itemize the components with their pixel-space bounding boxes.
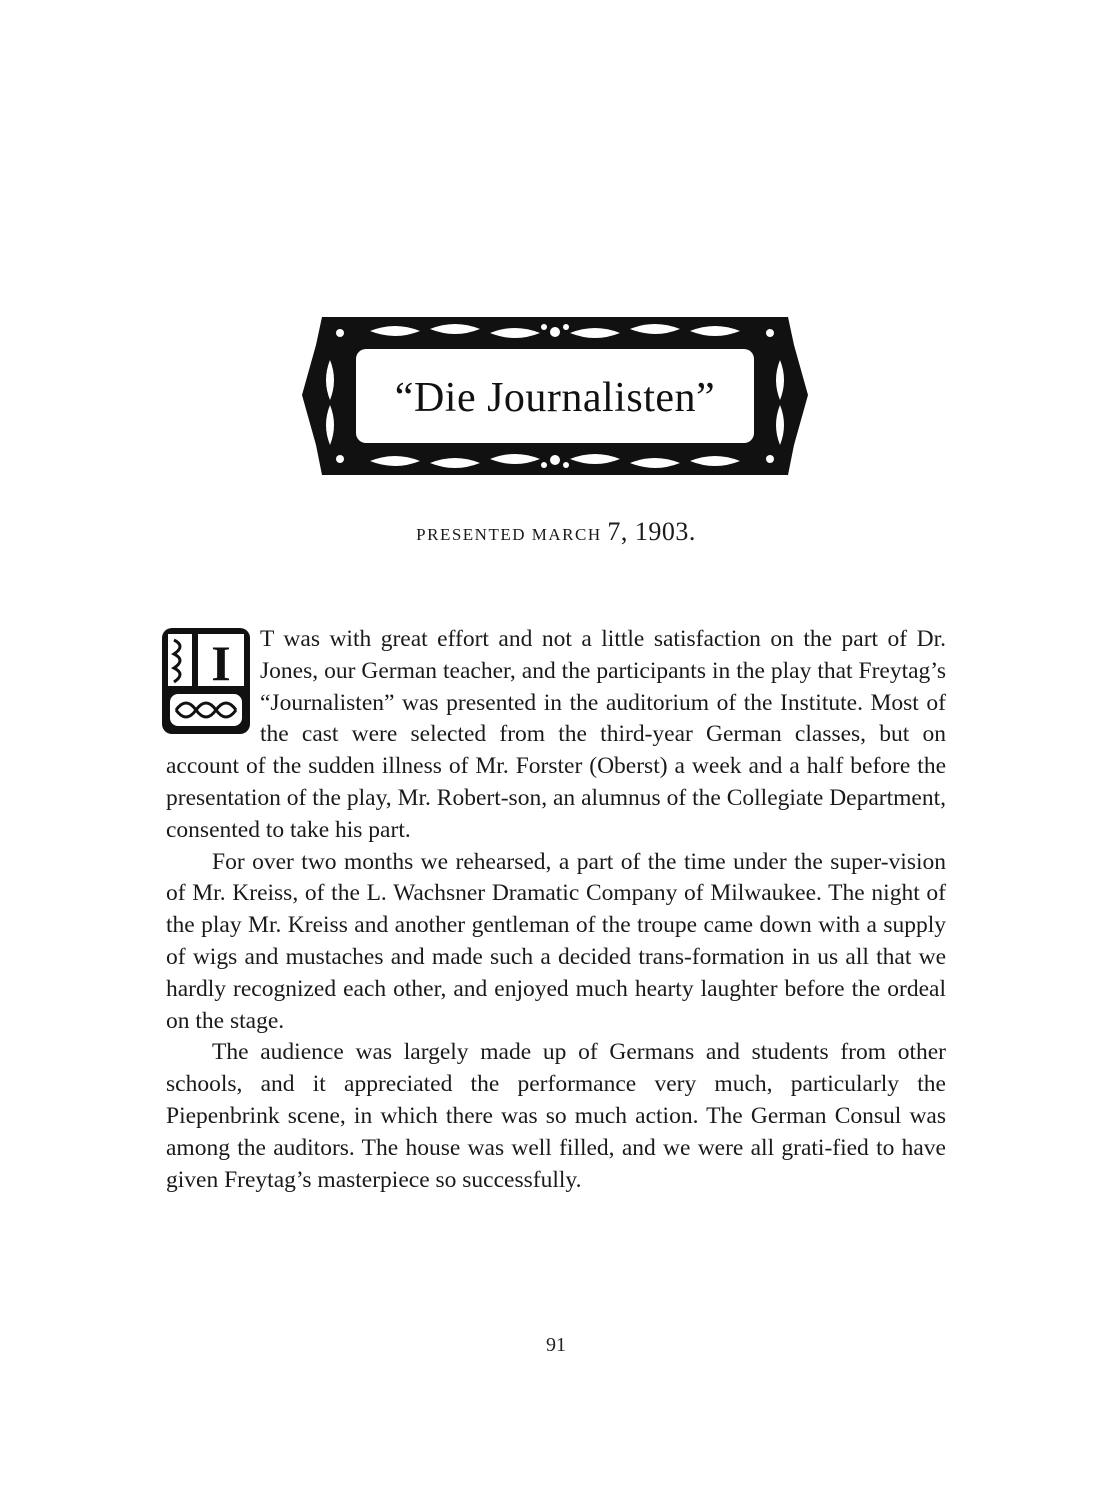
presentation-date: 7, 1903. [607, 517, 696, 546]
play-title: “Die Journalisten” [394, 375, 716, 421]
dropcap-letter: I [211, 635, 231, 691]
ornamental-knot-icon [162, 628, 250, 734]
page-number: 91 [546, 1334, 566, 1356]
paragraph-2: For over two months we rehearsed, a part of the time under the super-vision of Mr. Kreiss, of the L. Wachsner Dramatic Company of Milwaukee. The night of the play Mr. Kreiss and another gentleman of the troupe came down with a supply of wigs and mustaches and made such a decided trans-formation in us all that we hardly recognized each other, and enjoyed much hearty laughter before the ordeal on the stage. [166, 848, 946, 1034]
paragraph-3: The audience was largely made up of Germans and students from other schools, and it appreciated the performance very much, particularly the Piepenbrink scene, in which there was so much action. The German Consul was among the auditors. The house was well filled, and we were all grati-fied to have given Freytag’s masterpiece so successfully. [166, 1039, 946, 1193]
presentation-date-line [0, 517, 1112, 547]
dropcap-ornament [162, 628, 250, 734]
presented-label: PRESENTED MARCH [416, 525, 602, 544]
paragraph-1: T was with great effort and not a little satisfaction on the part of Dr. Jones, our German teacher, and the participants in the play that Freytag’s “Journalisten” was presented in the auditorium of the Institute. Most of the cast were selected from the third-year German classes, but on account of the sudden illness of Mr. Forster (Oberst) a week and a half before the presentation of the play, Mr. Robert-son, an alumnus of the Collegiate Department, consented to take his part. [166, 626, 946, 843]
article-body [166, 624, 946, 1196]
title-banner [300, 305, 810, 485]
